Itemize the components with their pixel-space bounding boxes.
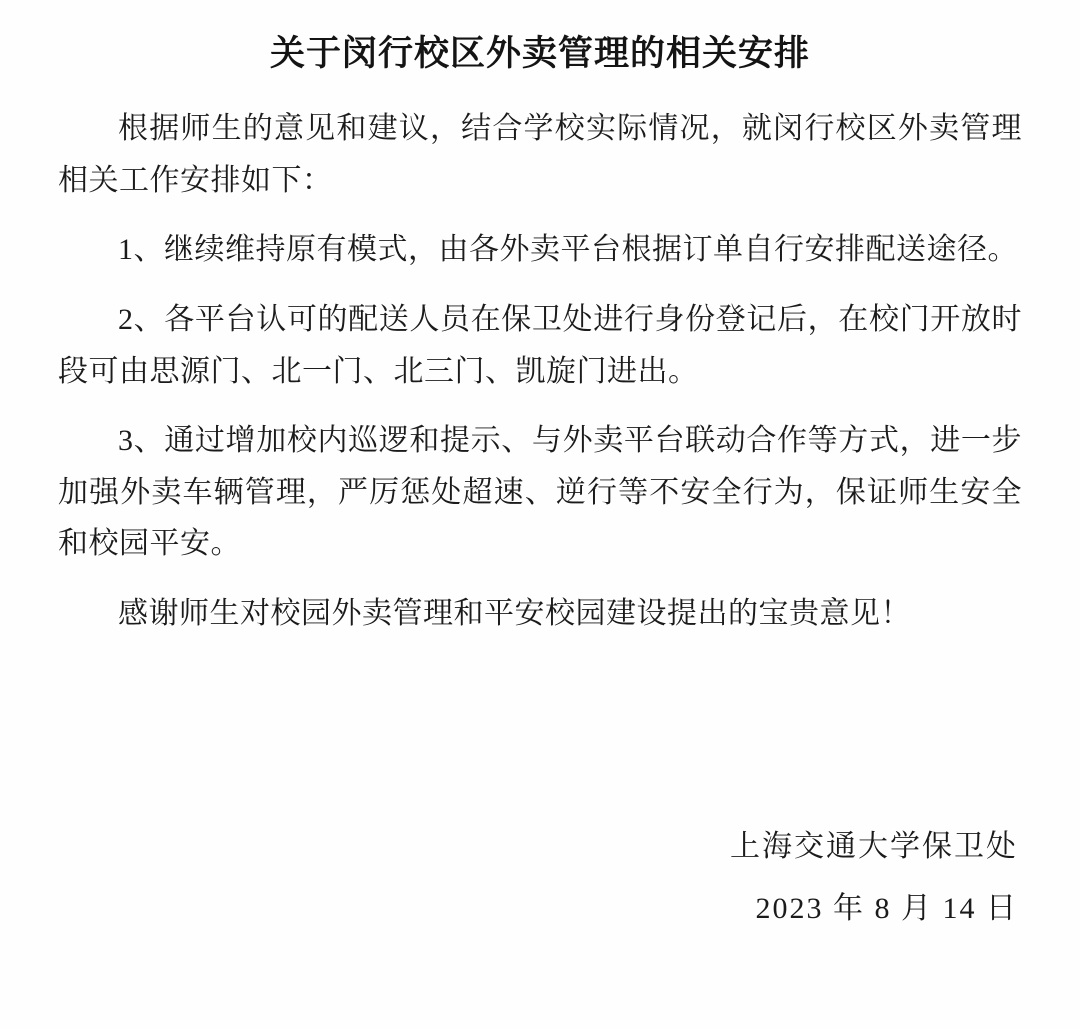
- paragraph-item-2: 2、各平台认可的配送人员在保卫处进行身份登记后，在校门开放时段可由思源门、北一门、北三门、凯旋门进出。: [58, 303, 1022, 388]
- signature-block: [598, 823, 1018, 933]
- paragraph-closing: 感谢师生对校园外卖管理和平安校园建设提出的宝贵意见！: [118, 597, 911, 630]
- document-body: [58, 103, 1022, 639]
- signature-date: 2023 年 8 月 14 日: [755, 892, 1018, 925]
- page-title: 关于闵行校区外卖管理的相关安排: [269, 34, 810, 73]
- paragraph-item-1: 1、继续维持原有模式，由各外卖平台根据订单自行安排配送途径。: [118, 233, 1018, 267]
- paragraph-intro: 根据师生的意见和建议，结合学校实际情况，就闵行校区外卖管理相关工作安排如下：: [58, 112, 1022, 197]
- paragraph-item-3: 3、通过增加校内巡逻和提示、与外卖平台联动合作等方式，进一步加强外卖车辆管理，严厉惩处超速、逆行等不安全行为，保证师生安全和校园平安。: [58, 424, 1022, 561]
- signature-organization: 上海交通大学保卫处: [730, 830, 1018, 863]
